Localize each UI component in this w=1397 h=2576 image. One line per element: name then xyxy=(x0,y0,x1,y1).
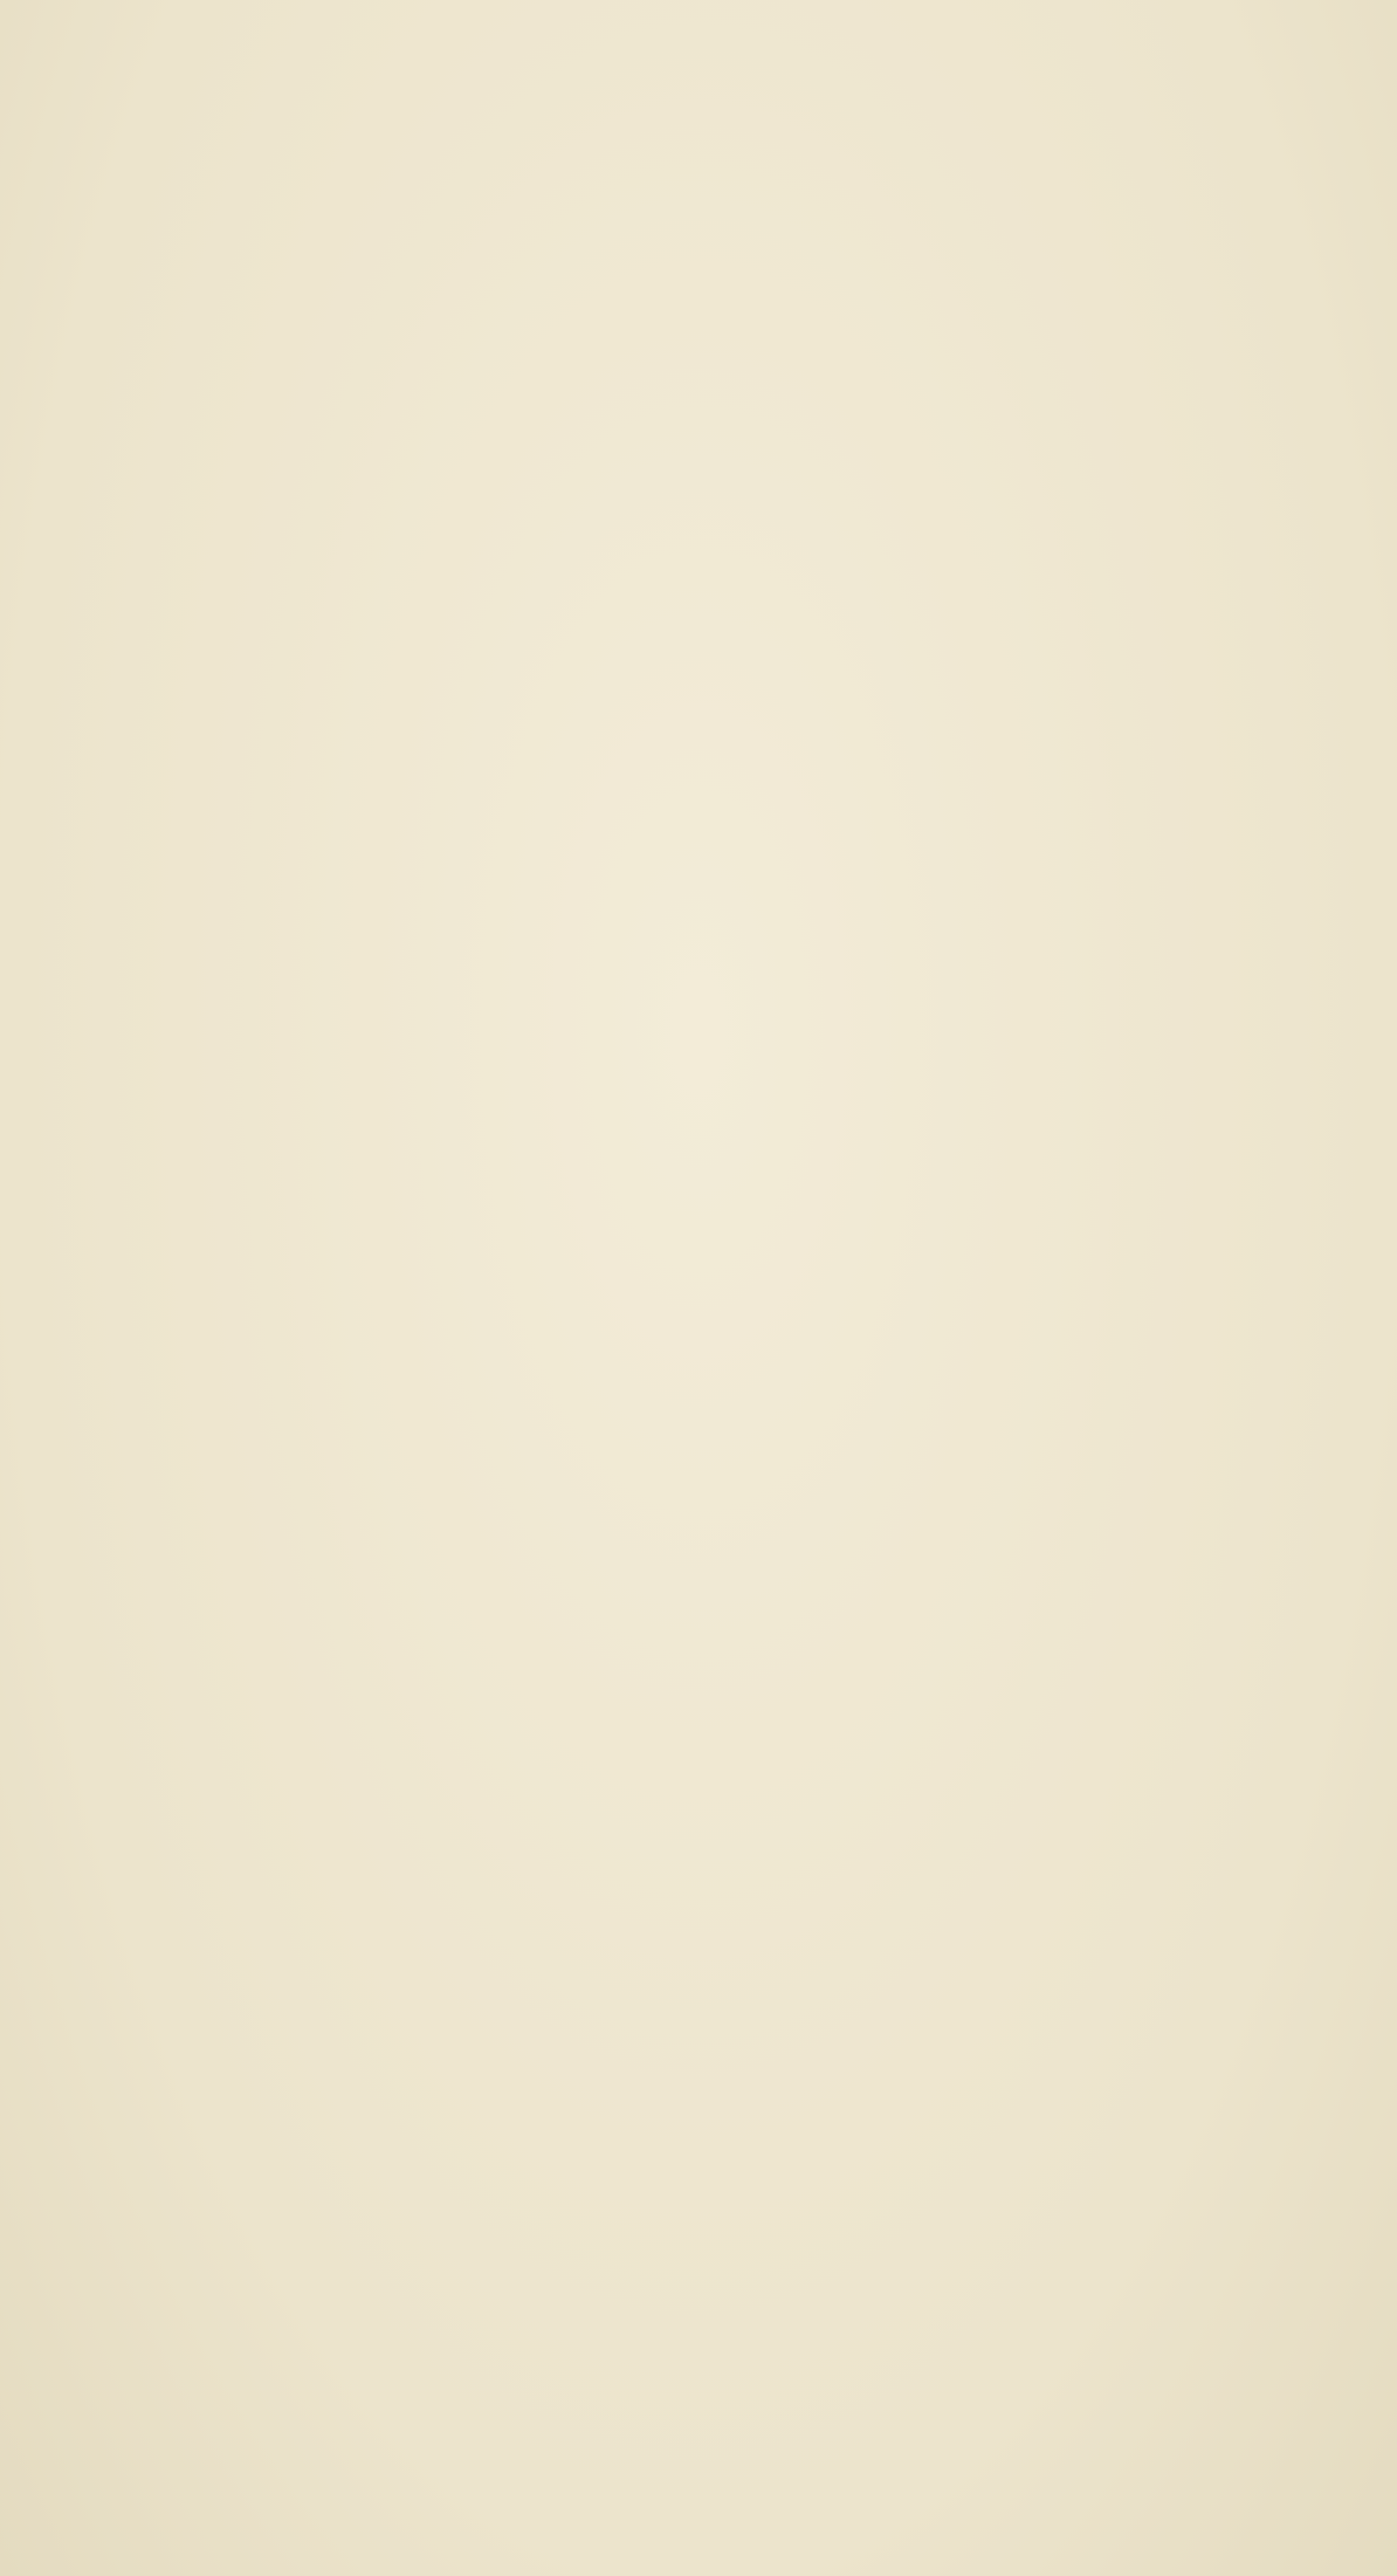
page-header xyxy=(58,73,1310,126)
